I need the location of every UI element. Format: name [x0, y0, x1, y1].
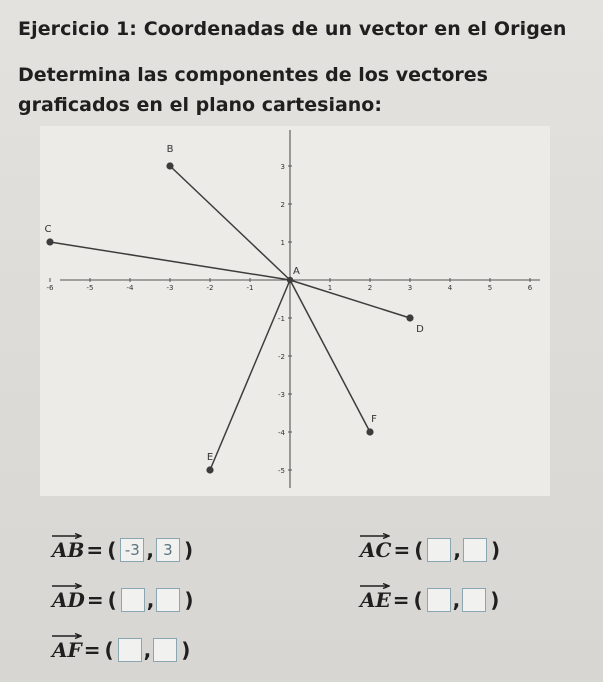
close-paren: ): [181, 638, 191, 662]
vector-name-af: [52, 638, 82, 662]
vector-arrow-icon: [360, 583, 390, 589]
point-label-d: D: [416, 324, 424, 335]
x-tick-label: -6: [46, 284, 54, 292]
cartesian-plane: [40, 126, 550, 496]
equals-sign: =: [86, 588, 104, 612]
answer-box-af-x[interactable]: [118, 638, 142, 662]
instruction-line-2: graficados en el plano cartesiano:: [18, 94, 382, 116]
x-tick-label: -3: [166, 284, 174, 292]
x-tick-label: -2: [206, 284, 214, 292]
point-e: [206, 466, 213, 473]
point-f: [366, 428, 373, 435]
point-label-f: F: [371, 414, 377, 425]
origin-label: A: [293, 266, 300, 277]
x-tick-label: 4: [447, 284, 453, 292]
comma: ,: [143, 638, 152, 662]
y-tick-label: -5: [278, 467, 285, 475]
answer-box-ae-x[interactable]: [427, 588, 451, 612]
vector-arrow-icon: [360, 533, 390, 539]
x-tick-label: 2: [367, 284, 373, 292]
vector-arrow-icon: [52, 633, 82, 639]
x-tick-label: -4: [126, 284, 134, 292]
x-tick-label: 6: [527, 284, 533, 292]
open-paren: (: [104, 638, 114, 662]
close-paren: ): [490, 538, 501, 562]
equals-sign: =: [393, 538, 411, 562]
point-c: [46, 238, 53, 245]
vector-name-ae: [360, 588, 391, 612]
equation-ac: [360, 538, 502, 562]
x-tick-label: 1: [327, 284, 333, 292]
cartesian-plane-svg: [40, 126, 550, 496]
equation-af: [52, 638, 192, 662]
equation-ab: [52, 538, 195, 562]
answer-box-ae-y[interactable]: [462, 588, 486, 612]
point-label-e: E: [206, 452, 214, 463]
y-tick-label: 3: [280, 163, 285, 171]
equals-sign: =: [86, 538, 104, 562]
y-tick-label: 1: [280, 239, 285, 247]
vector-f: [290, 280, 373, 432]
open-paren: (: [414, 538, 424, 562]
answer-box-ac-y[interactable]: [463, 538, 487, 562]
vector-label: AE: [360, 588, 391, 612]
x-tick-label: 5: [487, 284, 493, 292]
answer-box-ad-x[interactable]: [121, 588, 145, 612]
vector-label: AF: [52, 638, 82, 662]
point-label-b: B: [166, 144, 174, 155]
comma: ,: [146, 538, 154, 562]
vector-arrow-icon: [52, 533, 82, 539]
answer-box-ac-x[interactable]: [427, 538, 451, 562]
x-tick-label: -1: [246, 284, 254, 292]
vector-e: [210, 280, 290, 470]
point-label-c: C: [44, 224, 52, 235]
open-paren: (: [107, 588, 117, 612]
open-paren: (: [107, 538, 117, 562]
answer-box-ab-y[interactable]: 3: [156, 538, 180, 562]
close-paren: ): [184, 588, 194, 612]
comma: ,: [146, 588, 155, 612]
answer-box-ab-x[interactable]: -3: [120, 538, 144, 562]
y-tick-label: -3: [278, 391, 285, 399]
y-tick-label: -1: [278, 315, 285, 323]
vector-label: AB: [52, 538, 85, 562]
vector-name-ab: [52, 538, 84, 562]
comma: ,: [453, 538, 461, 562]
vector-name-ac: [360, 538, 391, 562]
close-paren: ): [490, 588, 500, 612]
equation-ae: [360, 588, 501, 612]
x-tick-label: 3: [407, 284, 413, 292]
vector-c: [50, 242, 290, 280]
point-d: [406, 314, 413, 321]
vector-label: AD: [52, 588, 85, 612]
y-tick-label: -2: [278, 353, 285, 361]
vector-label: AC: [360, 538, 392, 562]
y-tick-label: 2: [280, 201, 285, 209]
y-tick-label: -4: [278, 429, 285, 437]
equals-sign: =: [392, 588, 410, 612]
vector-d: [290, 280, 413, 318]
point-b: [166, 162, 173, 169]
open-paren: (: [413, 588, 423, 612]
vector-arrow-icon: [52, 583, 82, 589]
origin-point: [287, 277, 293, 283]
x-tick-label: -5: [86, 284, 94, 292]
vector-b: [170, 166, 290, 280]
instruction-line-1: Determina las componentes de los vectores: [18, 64, 488, 86]
equals-sign: =: [83, 638, 101, 662]
answer-box-af-y[interactable]: [153, 638, 177, 662]
equation-ad: [52, 588, 196, 612]
vector-name-ad: [52, 588, 85, 612]
close-paren: ): [183, 538, 194, 562]
answer-box-ad-y[interactable]: [156, 588, 180, 612]
comma: ,: [452, 588, 461, 612]
exercise-title: Ejercicio 1: Coordenadas de un vector en el Origen: [18, 18, 567, 40]
